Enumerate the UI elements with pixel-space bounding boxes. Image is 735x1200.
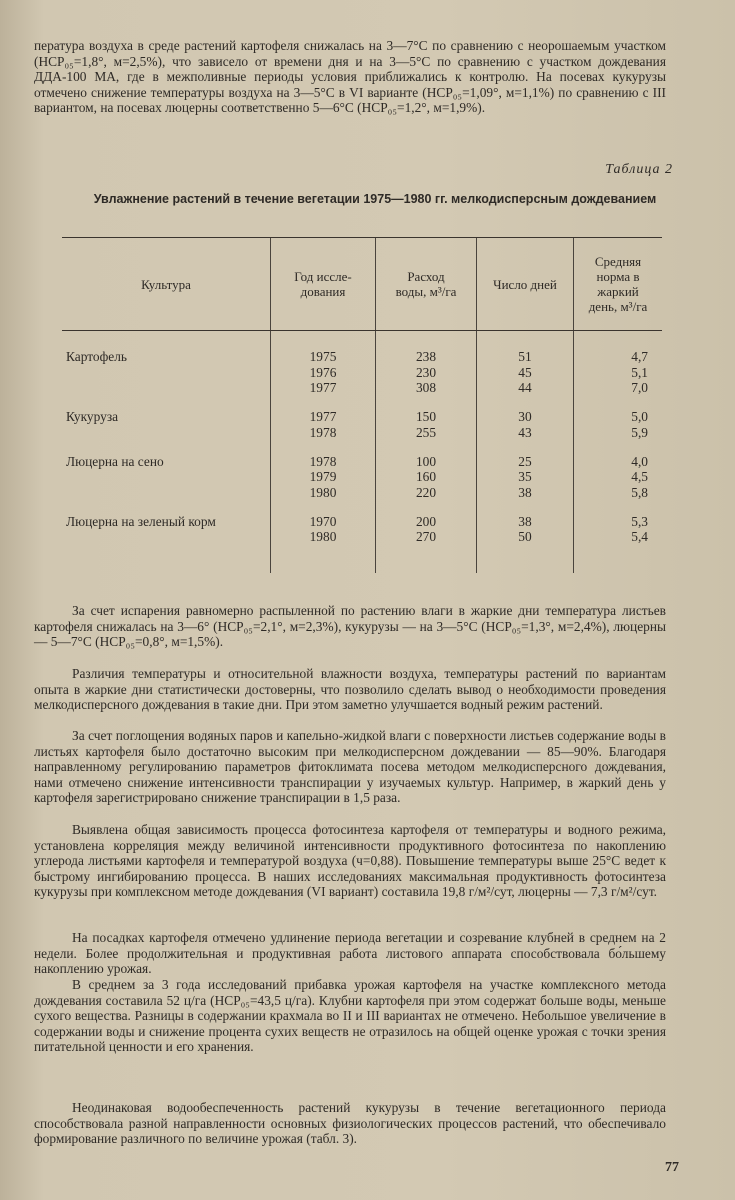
- paragraph-top: пература воздуха в среде растений картофеля снижалась на 3—7°С по сравнению с неорошаемым участком (НСР₀₅=1,8°, м=2,5%), что зависело от времени дня и на 3—5°С по сравнению с участком дождевания ДДА-100 МА, где в межполивные периоды условия приближались к контролю. На посевах кукурузы отмечено снижение температуры воздуха на 3—5°С в VI варианте (НСР₀₅=1,09°, м=1,1%) по сравнению с III вариантом, на посевах люцерны соответственно 5—6°С (НСР₀₅=1,2°, м=1,9%).: [34, 38, 666, 116]
- year-cell: 1975 1976 1977: [271, 331, 376, 397]
- flow-cell: 100 160 220: [376, 441, 477, 501]
- days-cell: 51 45 44: [477, 331, 574, 397]
- flow-cell: 238 230 308: [376, 331, 477, 397]
- header-days: Число дней: [477, 238, 574, 331]
- table-row: [62, 396, 662, 440]
- paragraph-2: Различия температуры и относительной влажности воздуха, температуры растений по вариантам опыта в жаркие дни статистически достоверны, что позволило сделать вывод о необходимости проведения мелкодисперсного дождевания в такие дни. При этом заметно улучшается водный режим растений.: [34, 666, 666, 713]
- paragraph-1: За счет испарения равномерно распыленной по растению влаги в жаркие дни температура листьев картофеля снижалась на 3—6° (НСР₀₅=2,1°, м=2,3%), кукурузы — на 3—5°С (НСР₀₅=1,3°, м=2,4%), люцерны — 5—7°С (НСР₀₅=0,8°, м=1,5%).: [34, 603, 666, 650]
- header-crop: Культура: [62, 238, 271, 331]
- paragraph-7: Неодинаковая водообеспеченность растений кукурузы в течение вегетационного периода способствовала разной направленности основных физиологических процессов растений, что обеспечивало формирование различного по величине урожая (табл. 3).: [34, 1100, 666, 1147]
- table-row: [62, 501, 662, 574]
- header-norm: Средняя норма в жаркий день, м³/га: [574, 238, 663, 331]
- page-number: 77: [665, 1160, 679, 1175]
- days-cell: 25 35 38: [477, 441, 574, 501]
- table-header-row: [62, 238, 662, 331]
- paragraph-6: В среднем за 3 года исследований прибавка урожая картофеля на участке комплексного метода дождевания составила 52 ц/га (НСР₀₅=43,5 ц/га). Клубни картофеля при этом содержат больше воды, меньше сухого вещества. Разницы в содержании крахмала во II и III вариантах не отмечено. Небольшое увеличение в содержании воды и снижение процента сухих веществ не отразилось на общей оценке урожая с точки зрения питательной ценности и его хранения.: [34, 977, 666, 1055]
- crop-cell: Люцерна на сено: [66, 453, 164, 469]
- crop-cell: Люцерна на зеленый корм: [66, 513, 216, 529]
- year-cell: 1970 1980: [271, 501, 376, 574]
- year-cell: 1978 1979 1980: [271, 441, 376, 501]
- table-row: [62, 441, 662, 501]
- header-year: Год иссле- дования: [271, 238, 376, 331]
- data-table: [62, 237, 662, 573]
- days-cell: 30 43: [477, 396, 574, 440]
- norm-cell: 4,7 5,1 7,0: [574, 331, 663, 397]
- table-row: [62, 331, 662, 397]
- table-caption: Таблица 2: [605, 162, 673, 177]
- flow-cell: 150 255: [376, 396, 477, 440]
- flow-cell: 200 270: [376, 501, 477, 574]
- days-cell: 38 50: [477, 501, 574, 574]
- norm-cell: 4,0 4,5 5,8: [574, 441, 663, 501]
- paragraph-4: Выявлена общая зависимость процесса фотосинтеза картофеля от температуры и водного режима, установлена корреляция между величиной интенсивности продуктивного фотосинтеза по накоплению углерода листьями картофеля и температурой воздуха (ч=0,88). Повышение температуры выше 25°С ведет к быстрому ингибированию процесса. В наших исследованиях максимальная продуктивность фотосинтеза кукурузы при комплексном методе дождевания (VI вариант) составила 19,8 г/м²/сут, люцерны — 7,3 г/м²/сут.: [34, 822, 666, 900]
- crop-cell: Картофель: [66, 349, 127, 364]
- paragraph-5: На посадках картофеля отмечено удлинение периода вегетации и созревание клубней в среднем на 2 недели. Более продолжительная и продуктивная работа листового аппарата способствовала бо́льшему накоплению урожая.: [34, 930, 666, 977]
- header-flow: Расход воды, м³/га: [376, 238, 477, 331]
- paragraph-3: За счет поглощения водяных паров и капельно-жидкой влаги с поверхности листьев содержание воды в листьях картофеля было достаточно высоким при мелкодисперсном дождевании — 85—90%. Благодаря направленному регулированию параметров фитоклимата посева методом мелкодисперсного дождевания, нами отмечено снижение интенсивности транспирации у изучаемых культур. Например, в жаркий день у картофеля зарегистрировано снижение транспирации в 1,5 раза.: [34, 728, 666, 806]
- norm-cell: 5,0 5,9: [574, 396, 663, 440]
- table-title: Увлажнение растений в течение вегетации 1975—1980 гг. мелкодисперсным дождеванием: [93, 192, 657, 206]
- crop-cell: Кукуруза: [66, 409, 119, 425]
- norm-cell: 5,3 5,4: [574, 501, 663, 574]
- year-cell: 1977 1978: [271, 396, 376, 440]
